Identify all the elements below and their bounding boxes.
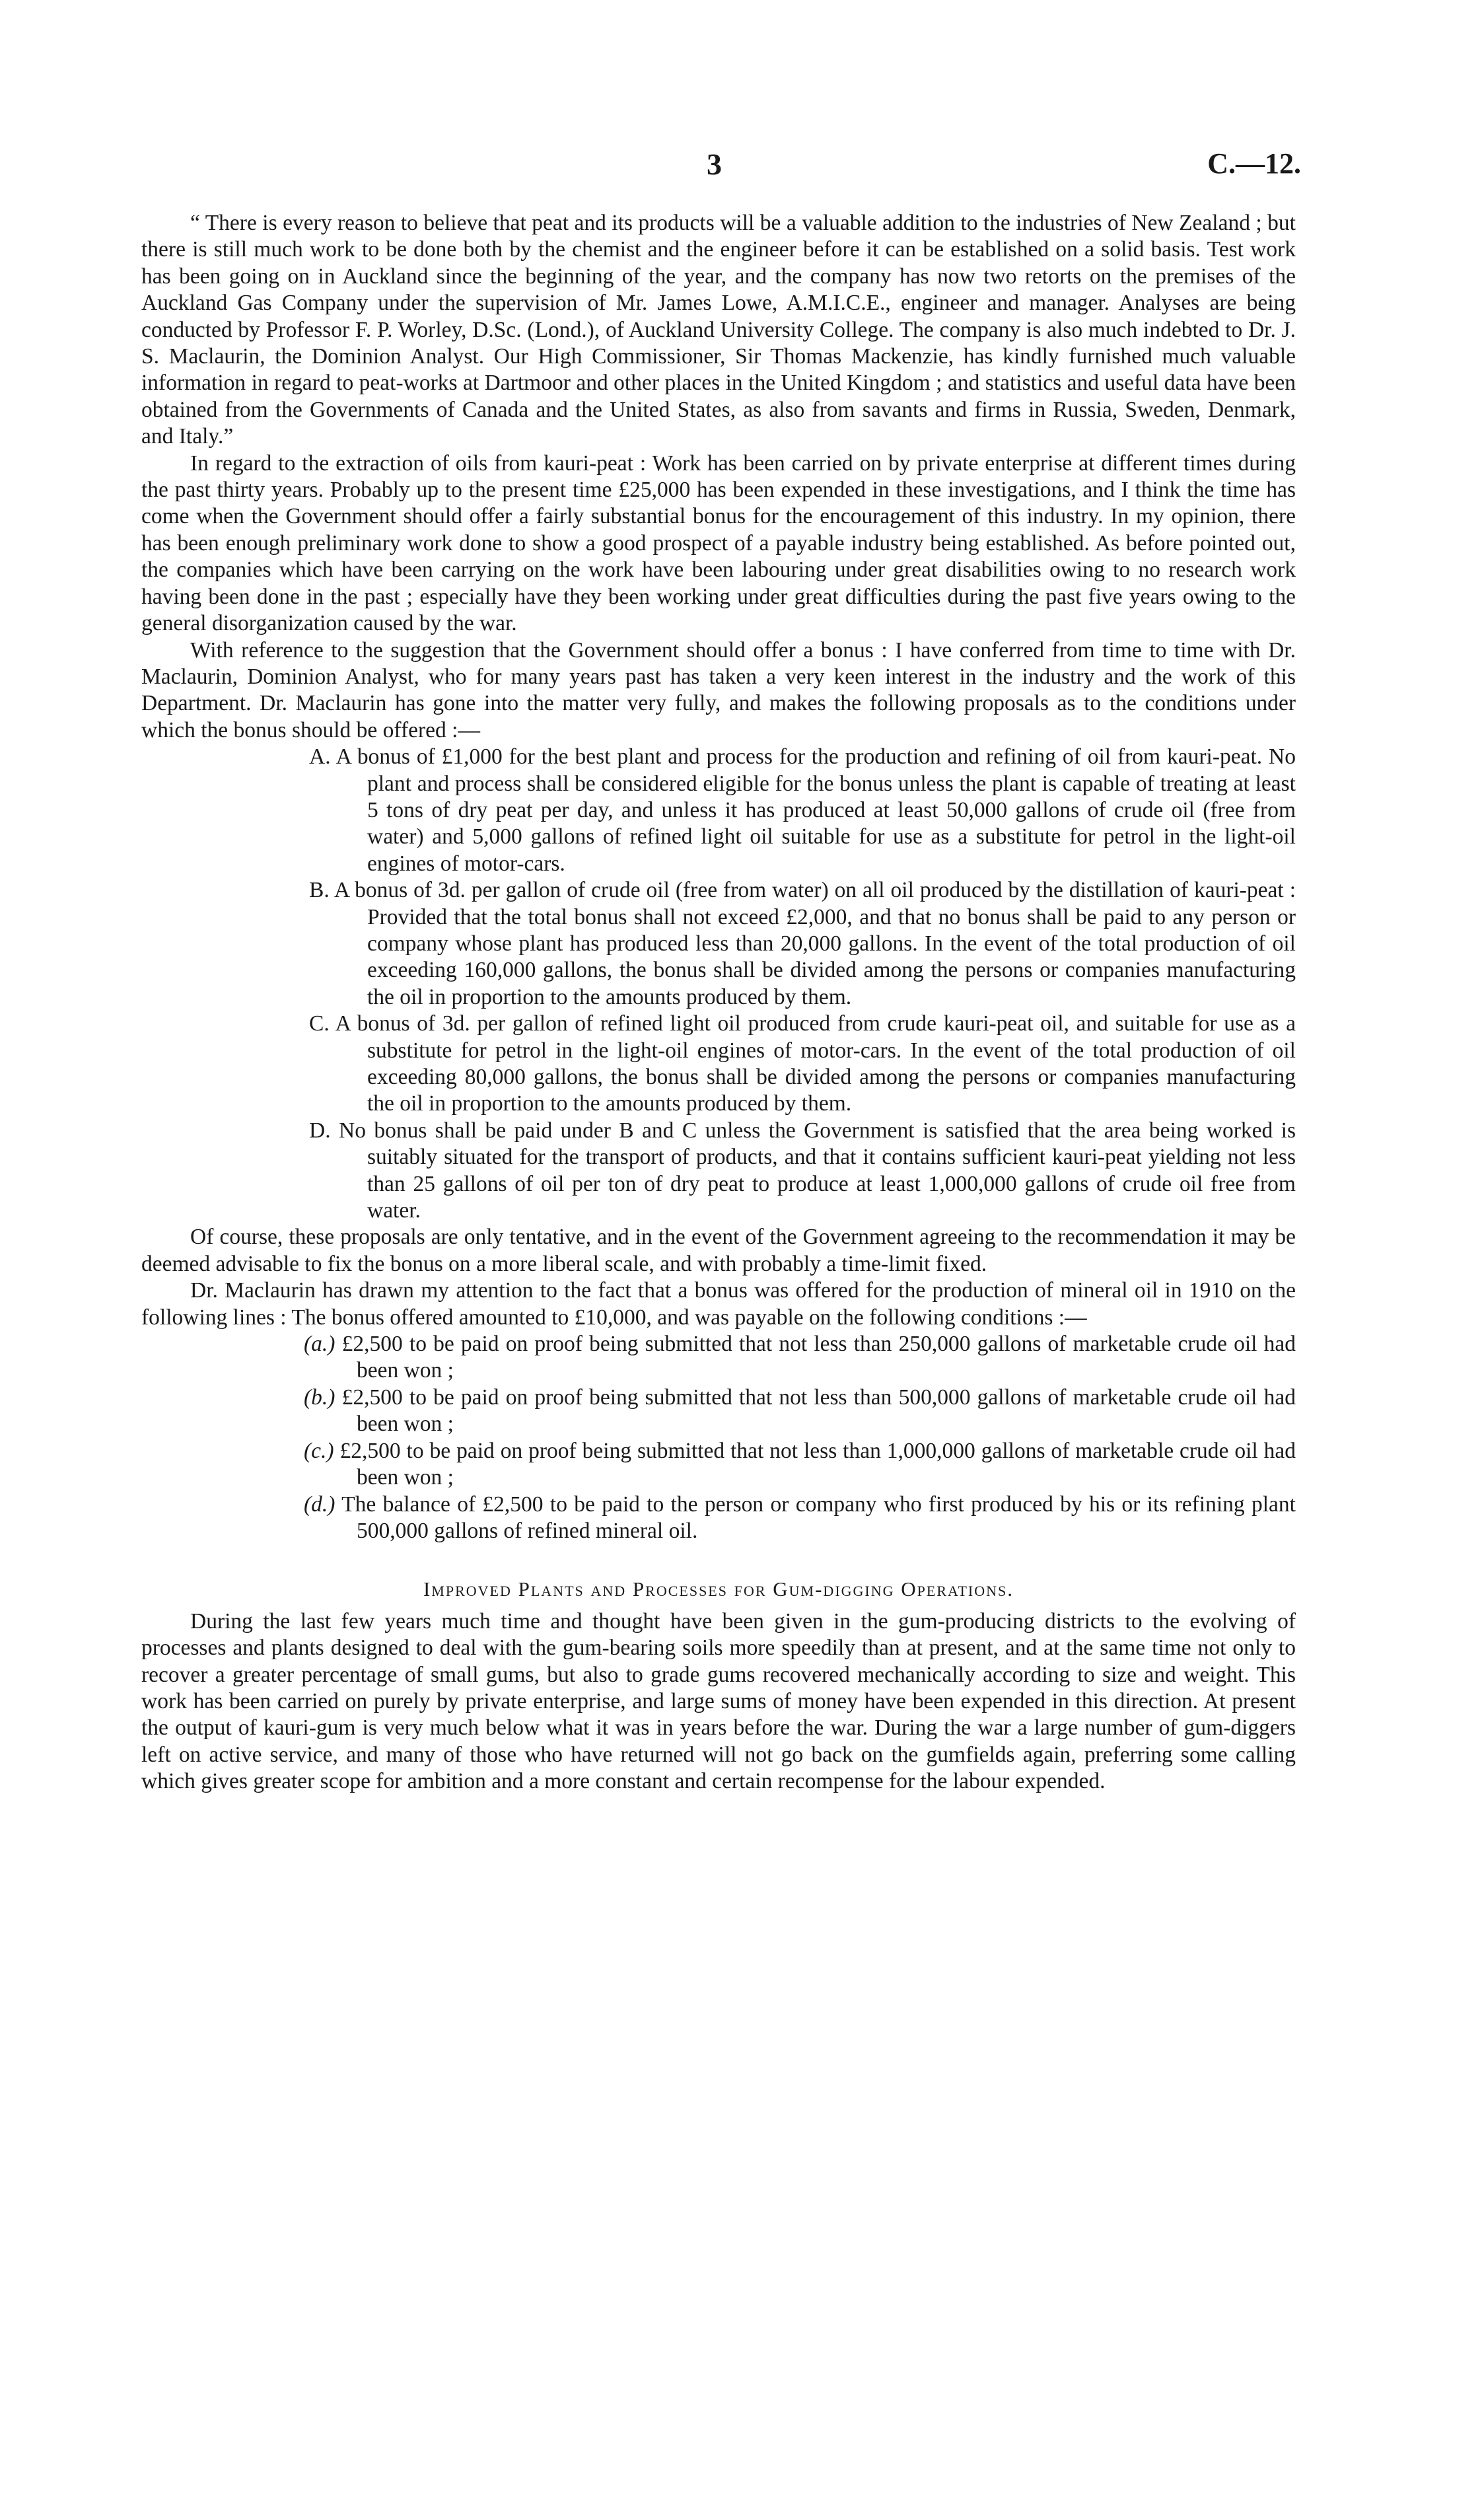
proposal-label: D.: [309, 1118, 331, 1143]
proposal-text: A bonus of 3d. per gallon of refined light oil produced from crude kauri-peat oil, and suitable for use as a substitute for petrol in the light-oil engines of motor-cars. In the event of the total production of oil exceeding 80,000 gallons, the bonus shall be divided among the persons or companies manufacturing the oil in proportion to the amounts produced by them.: [335, 1011, 1296, 1116]
page-number: 3: [707, 147, 722, 181]
proposal-item: [141, 877, 1296, 1011]
condition-text: £2,500 to be paid on proof being submitted that not less than 1,000,000 gallons of marketable crude oil had been won ;: [339, 1438, 1296, 1490]
condition-label: (c.): [304, 1438, 334, 1463]
proposal-label: B.: [309, 878, 330, 903]
condition-text: £2,500 to be paid on proof being submitted that not less than 250,000 gallons of marketable crude oil had been won ;: [341, 1332, 1296, 1383]
proposals-list: [141, 744, 1296, 1224]
condition-item: [141, 1438, 1296, 1492]
section-heading: Improved Plants and Processes for Gum-digging Operations.: [423, 1577, 1014, 1601]
mineral-oil-paragraph: Dr. Maclaurin has drawn my attention to the fact that a bonus was offered for the production of mineral oil in 1910 on the following lines : The bonus offered amounted to £10,000, and was payable on the following conditions :—: [141, 1278, 1296, 1330]
condition-item: [141, 1385, 1296, 1438]
condition-label: (b.): [304, 1385, 335, 1410]
gum-digging-paragraph: During the last few years much time and thought have been given in the gum-producing districts to the evolving of processes and plants designed to deal with the gum-bearing soils more speedily than at present, and at the same time not only to recover a greater percentage of small gums, but also to grade gums recovered mechanically according to size and weight. This work has been carried on purely by private enterprise, and large sums of money have been expended in this direction. At present the output of kauri-gum is very much below what it was in years before the war. During the war a large number of gum-diggers left on active service, and many of those who have returned will not go back on the gumfields again, preferring some calling which gives greater scope for ambition and a more constant and certain recompense for the labour expended.: [141, 1608, 1296, 1794]
condition-label: (a.): [304, 1332, 335, 1357]
document-reference: C.—12.: [1207, 147, 1301, 180]
tentative-paragraph: Of course, these proposals are only tentative, and in the event of the Government agreeing to the recommendation it may be deemed advisable to fix the bonus on a more liberal scale, and with probably a time-limit fixed.: [141, 1225, 1296, 1276]
proposal-text: A bonus of £1,000 for the best plant and process for the production and refining of oil from kauri-peat. No plant and process shall be considered eligible for the bonus unless the plant is capable of treating at least 5 tons of dry peat per day, and unless it has produced at least 50,000 gallons of crude oil (free from water) and 5,000 gallons of refined light oil suitable for use as a substitute for petrol in the light-oil engines of motor-cars.: [335, 744, 1296, 876]
proposal-text: A bonus of 3d. per gallon of crude oil (free from water) on all oil produced by the distillation of kauri-peat : Provided that the total bonus shall not exceed £2,000, and that no bonus shall be paid to any person or company whose plant has produced less than 20,000 gallons. In the event of the total production of oil exceeding 160,000 gallons, the bonus shall be divided among the persons or companies manufacturing the oil in proportion to the amounts produced by them.: [334, 878, 1296, 1009]
conditions-list: [141, 1331, 1296, 1544]
proposal-item: [141, 1011, 1296, 1118]
condition-label: (d.): [304, 1492, 335, 1517]
condition-text: £2,500 to be paid on proof being submitted that not less than 500,000 gallons of marketable crude oil had been won ;: [341, 1385, 1296, 1437]
proposal-label: A.: [309, 744, 331, 770]
quote-paragraph: “ There is every reason to believe that peat and its products will be a valuable addition to the industries of New Zealand ; but there is still much work to be done both by the chemist and the engineer before it can be established on a solid basis. Test work has been going on in Auckland since the beginning of the year, and the company has now two retorts on the premises of the Auckland Gas Company under the supervision of Mr. James Lowe, A.M.I.C.E., engineer and manager. Analyses are being conducted by Professor F. P. Worley, D.Sc. (Lond.), of Auckland University College. The company is also much indebted to Dr. J. S. Maclaurin, the Dominion Analyst. Our High Commissioner, Sir Thomas Mackenzie, has kindly furnished much valuable information in regard to peat-works at Dartmoor and other places in the United Kingdom ; and statistics and useful data have been obtained from the Governments of Canada and the United States, as also from savants and firms in Russia, Sweden, Denmark, and Italy.”: [141, 211, 1296, 449]
kauri-peat-paragraph: In regard to the extraction of oils from kauri-peat : Work has been carried on by private enterprise at different times during the past thirty years. Probably up to the present time £25,000 has been expended in these investigations, and I think the time has come when the Government should offer a fairly substantial bonus for the encouragement of this industry. In my opinion, there has been enough preliminary work done to show a good prospect of a payable industry being established. As before pointed out, the companies which have been carrying on the work have been labouring under great disabilities owing to no research work having been done in the past ; especially have they been working under great difficulties during the past five years owing to the general disorganization caused by the war.: [141, 450, 1296, 636]
body-text: [141, 210, 1296, 1795]
proposal-label: C.: [309, 1011, 330, 1036]
proposal-item: [141, 744, 1296, 877]
proposal-item: [141, 1118, 1296, 1225]
page-header: [139, 147, 1301, 193]
condition-item: [141, 1331, 1296, 1385]
bonus-suggestion-paragraph: With reference to the suggestion that the Government should offer a bonus : I have conferred from time to time with Dr. Maclaurin, Dominion Analyst, who for many years past has taken a very keen interest in the industry and the work of this Department. Dr. Maclaurin has gone into the matter very fully, and makes the following proposals as to the conditions under which the bonus should be offered :—: [141, 637, 1296, 742]
condition-text: The balance of £2,500 to be paid to the person or company who first produced by his or its refining plant 500,000 gallons of refined mineral oil.: [341, 1492, 1296, 1543]
proposal-text: No bonus shall be paid under B and C unless the Government is satisfied that the area being worked is suitably situated for the transport of products, and that it contains sufficient kauri-peat yielding not less than 25 gallons of oil per ton of dry peat to produce at least 1,000,000 gallons of crude oil free from water.: [339, 1118, 1296, 1223]
condition-item: [141, 1492, 1296, 1545]
